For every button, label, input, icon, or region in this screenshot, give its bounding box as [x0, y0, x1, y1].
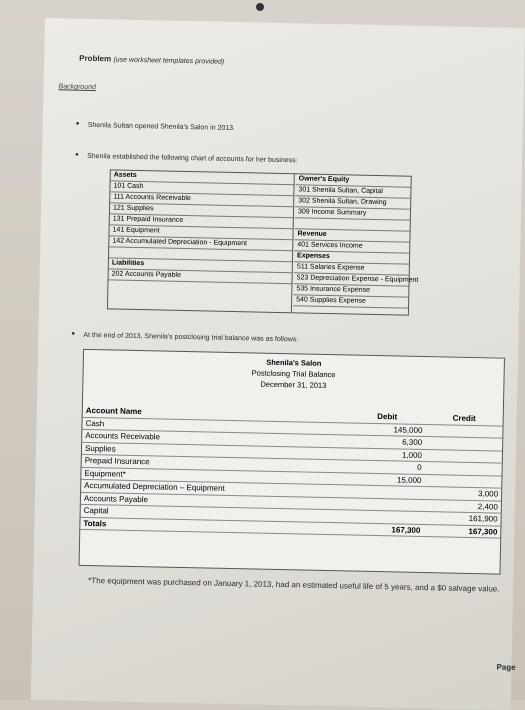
- coa-left-row: 202 Accounts Payable: [109, 269, 292, 284]
- tb-cell-account: Totals: [80, 517, 346, 535]
- footnote: *The equipment was purchased on January 1, 2013, had an estimated useful life of 5 years, and a $0 salvage value.: [88, 576, 500, 594]
- tb-cell-account: Accumulated Depreciation – Equipment: [81, 479, 347, 497]
- tb-cell-account: Prepaid Insurance: [82, 454, 348, 472]
- page-label: Page: [496, 662, 516, 672]
- tb-header-debit: Debit: [349, 410, 426, 424]
- trial-balance-table: [79, 349, 505, 575]
- coa-left-row: 142 Accumulated Depreciation - Equipment: [109, 236, 292, 251]
- tb-header-credit: Credit: [426, 412, 503, 426]
- tb-cell-credit: 161,900: [423, 512, 500, 526]
- tb-cell-account: Capital: [81, 504, 347, 522]
- problem-heading: [79, 54, 224, 66]
- coa-left-row: Liabilities: [109, 258, 292, 273]
- bullet-1: • Shenila Sultan opened Shenila's Salon in 2013.: [88, 122, 235, 132]
- bullet-3: • At the end of 2013, Shenila's postclosing trial balance was as follows:: [83, 332, 298, 344]
- tb-title-report: Postclosing Trial Balance: [251, 368, 336, 380]
- coa-right-row: 301 Shenila Sultan, Capital: [295, 185, 410, 198]
- coa-left-column: [108, 170, 295, 312]
- tb-cell-credit: 2,400: [424, 499, 501, 513]
- tb-header-account: Account Name: [83, 405, 349, 423]
- coa-right-row: Owner's Equity: [296, 174, 411, 187]
- coa-left-row: 101 Cash: [110, 181, 293, 196]
- coa-left-row: 141 Equipment: [109, 225, 292, 240]
- coa-right-row: 309 Income Summary: [295, 207, 410, 220]
- tb-cell-debit: 145,000: [348, 422, 425, 436]
- tb-grid: [80, 405, 503, 539]
- tb-title-date: December 31, 2013: [260, 379, 327, 390]
- tb-cell-debit: 0: [348, 460, 425, 474]
- tb-cell-account: Cash: [82, 417, 348, 435]
- tb-cell-debit: 167,300: [346, 522, 423, 536]
- coa-left-row: Assets: [111, 170, 294, 185]
- coa-right-row: 401 Services Income: [294, 240, 409, 253]
- tb-cell-debit: 15,000: [347, 472, 424, 486]
- bullet-2: • Shenila established the following chart of accounts for her business:: [87, 153, 298, 164]
- coa-right-row: 535 Insurance Expense: [293, 284, 408, 297]
- background-label: Background: [58, 83, 96, 92]
- coa-right-row: 523 Depreciation Expense - Equipment: [293, 273, 408, 286]
- heading-italic: (use worksheet templates provided): [113, 56, 225, 66]
- tb-cell-credit: 167,300: [423, 524, 500, 538]
- tb-cell-account: Accounts Receivable: [82, 429, 348, 447]
- tb-cell-account: Supplies: [82, 442, 348, 460]
- coa-right-row: 302 Shenila Sultan, Drawing: [295, 196, 410, 209]
- heading-bold: Problem: [79, 53, 112, 64]
- tb-cell-account: Equipment*: [81, 467, 347, 485]
- tb-cell-credit: 3,000: [424, 487, 501, 501]
- coa-right-row: Expenses: [294, 251, 409, 264]
- coa-right-row: Revenue: [294, 229, 409, 242]
- camera-dot: [256, 3, 264, 11]
- chart-of-accounts-table: [107, 169, 419, 315]
- coa-left-row: 131 Prepaid Insurance: [110, 214, 293, 229]
- coa-left-row: 111 Accounts Receivable: [110, 192, 293, 207]
- coa-right-row: 511 Salaries Expense: [294, 262, 409, 275]
- coa-left-row: 121 Supplies: [110, 203, 293, 218]
- coa-right-row: 540 Supplies Expense: [293, 295, 408, 308]
- tb-cell-debit: 1,000: [348, 447, 425, 461]
- document-page: [31, 18, 525, 710]
- tb-cell-debit: 6,300: [348, 435, 425, 449]
- tb-title-company: Shenila's Salon: [266, 357, 322, 368]
- tb-cell-account: Accounts Payable: [81, 492, 347, 510]
- coa-right-column: [293, 174, 419, 308]
